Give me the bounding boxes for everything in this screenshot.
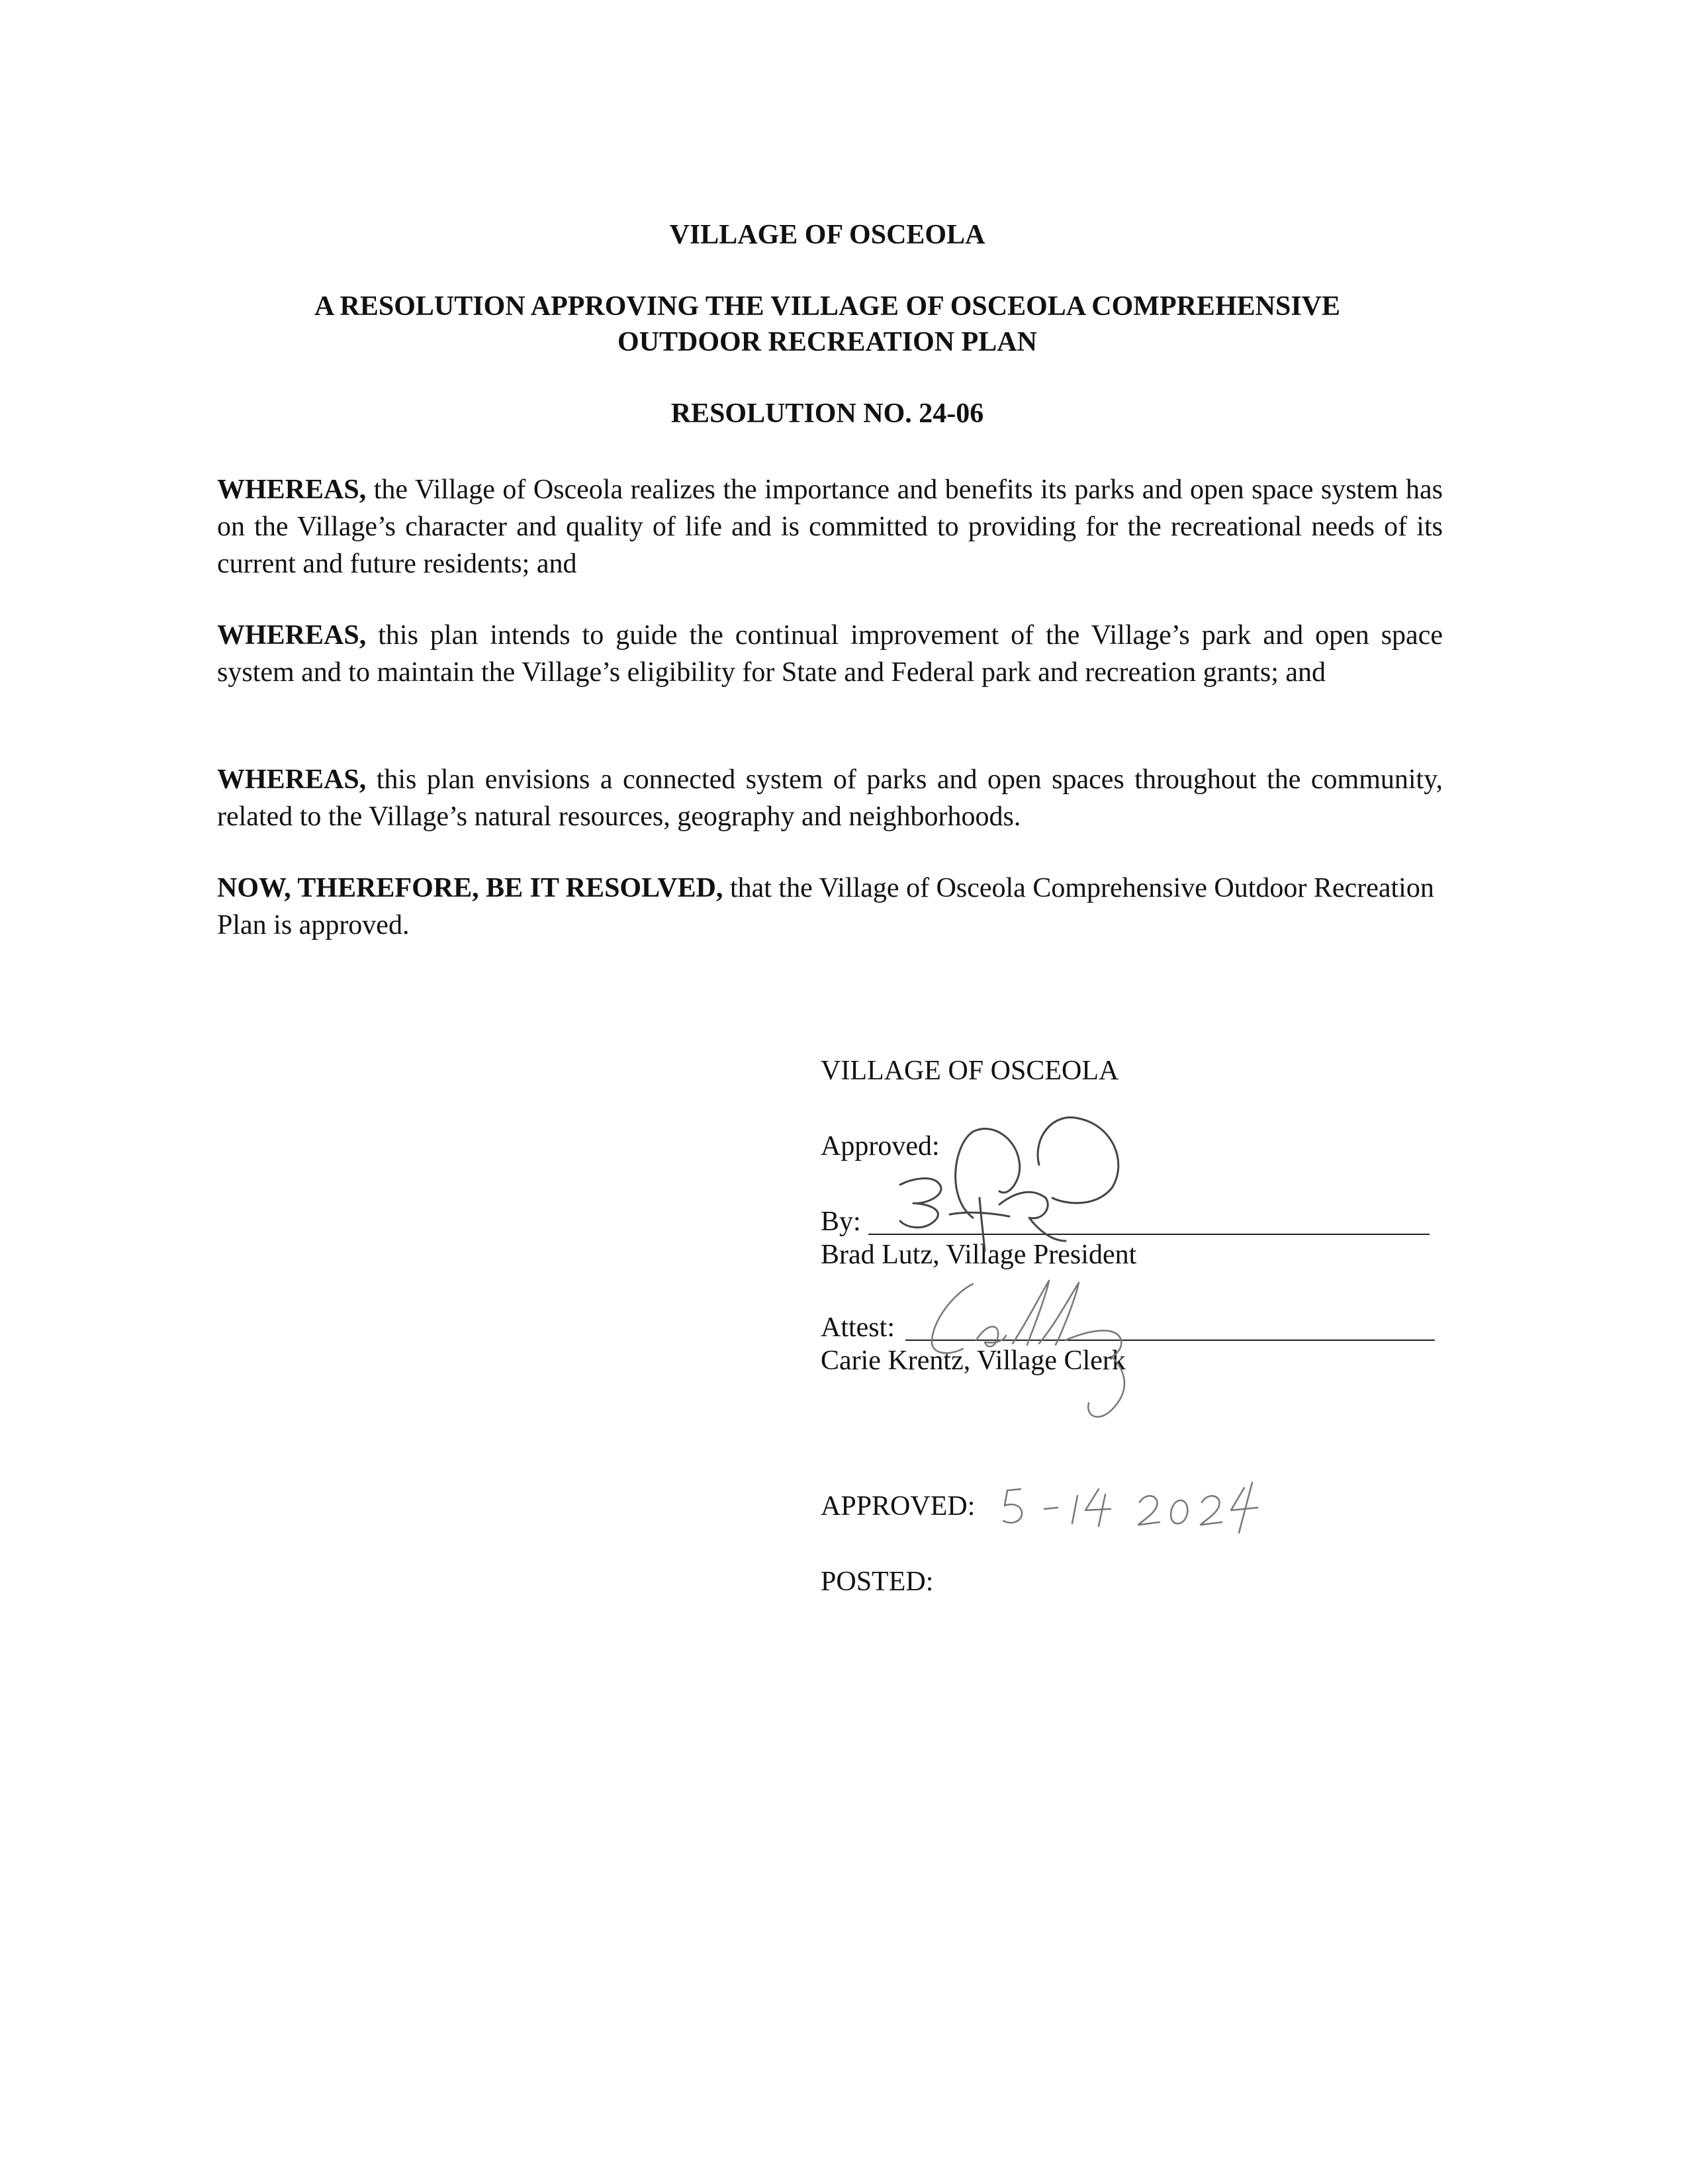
date-digit-4b [1231, 1482, 1257, 1533]
whereas-lead: WHEREAS, [217, 475, 367, 505]
signature-loop-right [1038, 1117, 1118, 1203]
signature-l-stroke-2 [1039, 1283, 1079, 1345]
posted-label: POSTED: [821, 1567, 934, 1597]
signature-loop-left [956, 1129, 1020, 1218]
attest-label: Attest: [821, 1312, 895, 1343]
date-digit-1 [1072, 1496, 1077, 1524]
whereas-text: the Village of Osceola realizes the importance and benefits its parks and open space system has on the Village’s character and quality of life and is committed to providing for the recreational needs of its current and future residents; and [217, 475, 1443, 579]
resolution-title-line-1: A RESOLUTION APPROVING THE VILLAGE OF OSCEOLA COMPREHENSIVE [314, 291, 1341, 322]
whereas-text: this plan intends to guide the continual improvement of the Village’s park and open space system and to maintain the Village’s eligibility for State and Federal park and recreation grants; and [217, 620, 1443, 688]
whereas-paragraph-3 [217, 761, 1443, 835]
date-digit-5 [1003, 1489, 1022, 1523]
whereas-lead: WHEREAS, [217, 620, 367, 651]
signature-entity: VILLAGE OF OSCEOLA [821, 1056, 1119, 1086]
resolution-title-line-2: OUTDOOR RECREATION PLAN [617, 327, 1037, 357]
signature-stem [980, 1198, 985, 1251]
date-digit-4 [1085, 1489, 1111, 1526]
date-dash [1044, 1508, 1058, 1509]
resolution-number: RESOLUTION NO. 24-06 [670, 398, 984, 429]
president-name-title: Brad Lutz, Village President [821, 1240, 1137, 1270]
date-digit-2b [1201, 1496, 1222, 1525]
by-label: By: [821, 1206, 861, 1237]
whereas-lead: WHEREAS, [217, 764, 367, 795]
whereas-paragraph-2 [217, 617, 1443, 691]
date-digit-0 [1171, 1500, 1187, 1524]
whereas-paragraph-1 [217, 471, 1443, 582]
resolved-lead: NOW, THEREFORE, BE IT RESOLVED, [217, 873, 723, 903]
resolved-text: that the Village of Osceola Comprehensive Outdoor Recreation Plan is approved. [217, 873, 1434, 940]
approved-label: Approved: [821, 1131, 940, 1161]
signature-cross [950, 1212, 1009, 1216]
signature-c-stroke [932, 1284, 973, 1353]
president-signature [874, 1099, 1165, 1257]
signature-b-stroke [900, 1179, 941, 1228]
date-digit-2a [1138, 1496, 1160, 1525]
municipality-heading: VILLAGE OF OSCEOLA [669, 220, 985, 250]
whereas-text: this plan envisions a connected system of parks and open spaces throughout the community, related to the Village’s natural resources, geography and neighborhoods. [217, 764, 1443, 832]
clerk-signature [913, 1257, 1205, 1430]
approved-date-handwriting [993, 1469, 1271, 1535]
approved-date-label: APPROVED: [821, 1491, 976, 1522]
resolved-paragraph [217, 870, 1443, 944]
signature-a-stroke [976, 1326, 1006, 1346]
signature-flourish [1066, 1331, 1124, 1417]
clerk-name-title: Carie Krentz, Village Clerk [821, 1345, 1126, 1376]
signature-l-stroke-1 [1013, 1281, 1049, 1345]
